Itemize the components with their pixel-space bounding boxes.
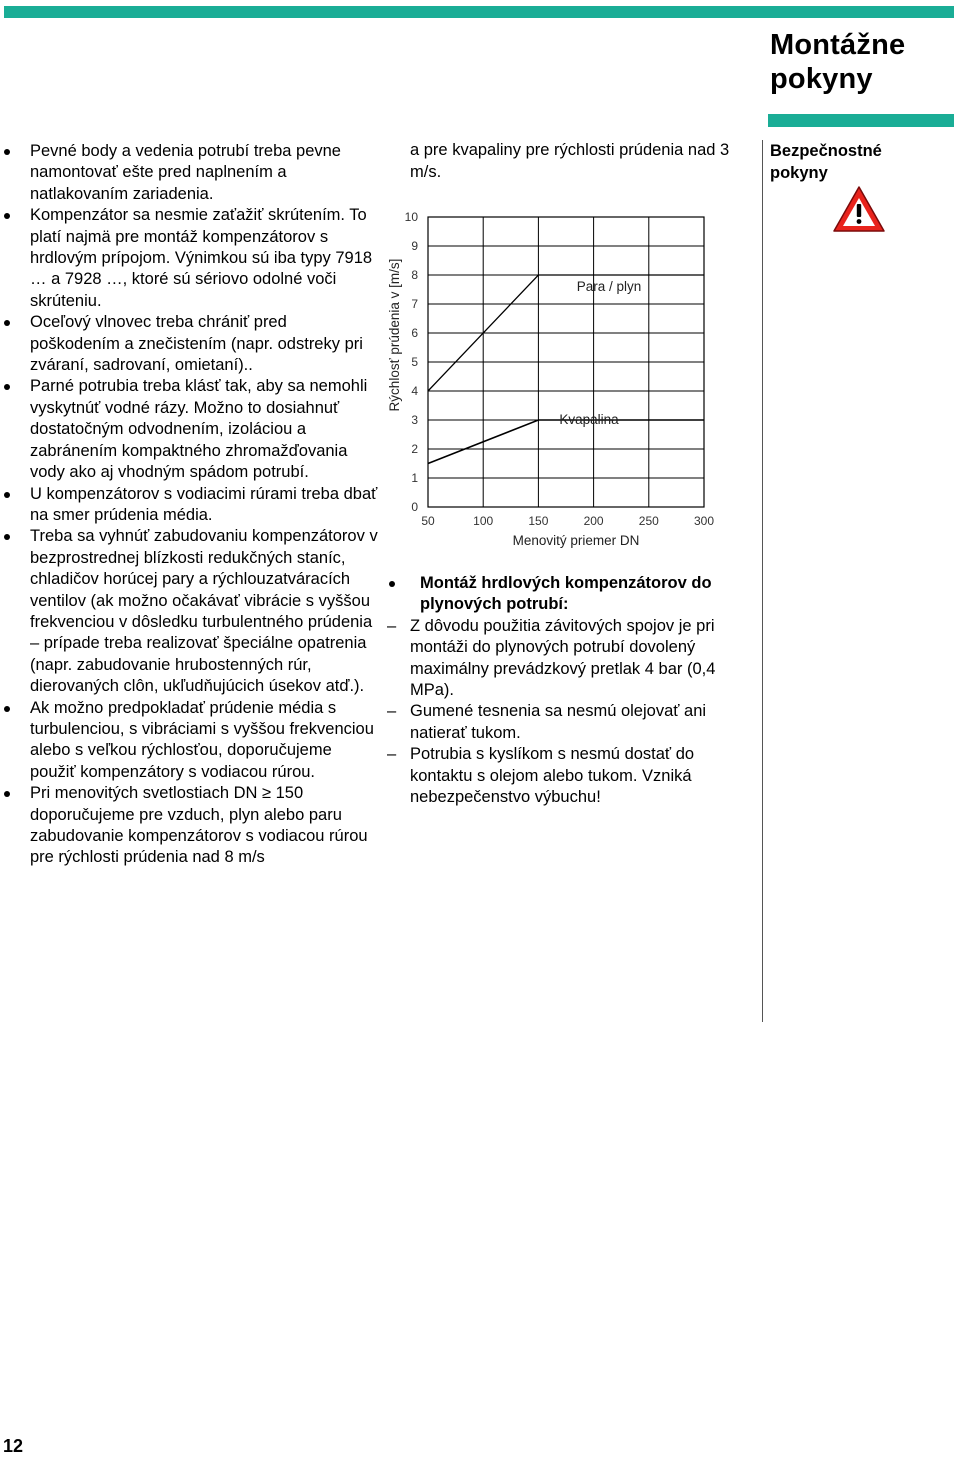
x-tick-label: 50 xyxy=(421,514,435,528)
y-tick-label: 8 xyxy=(411,268,418,282)
list-item: Ak možno predpokladať prúdenie média s turbulenciou, s vibráciami s vyššou frekvenciou alebo s veľkou rýchlosťou, doporučujeme použiť kompenzátory s vodiacou rúrou. xyxy=(0,698,380,784)
chart-svg xyxy=(384,203,724,558)
dash-item: – Z dôvodu použitia závitových spojov je pri montáži do plynových potrubí dovolený maximálny prevádzkový pretlak 4 bar (0,4 MPa). xyxy=(387,616,759,702)
y-tick-label: 6 xyxy=(411,326,418,340)
list-item: U kompenzátorov s vodiacimi rúrami treba dbať na smer prúdenia média. xyxy=(0,484,380,527)
x-tick-label: 300 xyxy=(693,514,715,528)
section-title xyxy=(770,28,955,96)
y-tick-label: 10 xyxy=(404,210,418,224)
list-item: Parné potrubia treba klásť tak, aby sa nemohli vyskytnúť vodné rázy. Možno to dosiahnuť dostatočným odvodnením, izoláciou a zabránením kompaktného zhromažďovania vody ako aj vhodným spádom potrubí. xyxy=(0,376,380,483)
sidebar-label-line-2: pokyny xyxy=(770,163,828,182)
gas-pipe-list xyxy=(387,616,759,809)
list-item: Pri menovitých svetlostiach DN ≥ 150 doporučujeme pre vzduch, plyn alebo paru zabudovanie kompenzátorov s vodiacou rúrou pre rýchlosti prúdenia nad 8 m/s xyxy=(0,783,380,869)
intro-text: a pre kvapaliny pre rýchlosti prúdenia nad 3 m/s. xyxy=(410,141,730,181)
x-tick-label: 250 xyxy=(638,514,659,528)
series-label: Para / plyn xyxy=(576,279,642,294)
y-tick-label: 3 xyxy=(411,413,418,427)
gas-pipe-heading: Montáž hrdlových kompenzátorov do plynových potrubí: xyxy=(387,573,759,616)
list-item: Kompenzátor sa nesmie zaťažiť skrútením. To platí najmä pre montáž kompenzátorov s hrdlovým prípojom. Výnimkou sú iba typy 7918 … a 7928 …, ktoré sú sériovo odolné voči skrúteniu. xyxy=(0,205,380,312)
sidebar-label-line-1: Bezpečnostné xyxy=(770,142,882,160)
y-tick-label: 4 xyxy=(411,384,418,398)
y-tick-label: 5 xyxy=(411,355,418,369)
y-axis-label: Rýchlosť prúdenia v [m/s] xyxy=(387,258,402,412)
sidebar-label xyxy=(770,141,950,184)
section-title-line-1: Montážne xyxy=(770,29,906,61)
section-title-line-2: pokyny xyxy=(770,63,873,95)
column-divider xyxy=(762,140,763,1022)
left-column xyxy=(0,141,380,869)
gas-pipe-section xyxy=(387,573,759,808)
y-tick-label: 9 xyxy=(411,239,418,253)
page-number: 12 xyxy=(3,1436,24,1456)
y-tick-label: 1 xyxy=(411,471,418,485)
dash-item: – Gumené tesnenia sa nesmú olejovať ani natierať tukom. xyxy=(387,701,759,744)
list-item: Oceľový vlnovec treba chrániť pred poškodením a znečistením (napr. odstreky pri zváraní, sadrovaní, omietaní).. xyxy=(0,312,380,376)
warning-triangle-icon xyxy=(832,184,886,234)
y-tick-label: 7 xyxy=(411,297,418,311)
y-tick-label: 0 xyxy=(411,500,418,514)
right-column xyxy=(387,140,757,183)
instruction-list xyxy=(0,141,380,869)
dash-item: – Potrubia s kyslíkom s nesmú dostať do kontaktu s olejom alebo tukom. Vzniká nebezpečenstvo výbuchu! xyxy=(387,744,759,808)
x-tick-label: 100 xyxy=(473,514,494,528)
x-axis-label: Menovitý priemer DN xyxy=(512,533,640,548)
list-item: Treba sa vyhnúť zabudovaniu kompenzátorov v bezprostrednej blízkosti redukčných staníc, chladičov horúcej pary a rýchlouzatváracích ventilov (ak možno očakávať vibrácie s vyššou frekvenciou v dôsledku turbulentného prúdenia – prípade treba realizovať špeciálne opatrenia (napr. zabudovanie hrubostenných rúr, dierovaných clôn, ukľudňujúcich úsekov atď.). xyxy=(0,526,380,697)
list-item: Pevné body a vedenia potrubí treba pevne namontovať ešte pred naplnením a natlakovaním zariadenia. xyxy=(0,141,380,205)
velocity-chart xyxy=(384,203,724,558)
series-label: Kvapalina xyxy=(559,412,619,427)
sidebar-accent-bar xyxy=(768,114,954,127)
y-tick-label: 2 xyxy=(411,442,418,456)
x-tick-label: 200 xyxy=(583,514,604,528)
x-tick-label: 150 xyxy=(528,514,549,528)
top-accent-bar xyxy=(4,6,954,18)
